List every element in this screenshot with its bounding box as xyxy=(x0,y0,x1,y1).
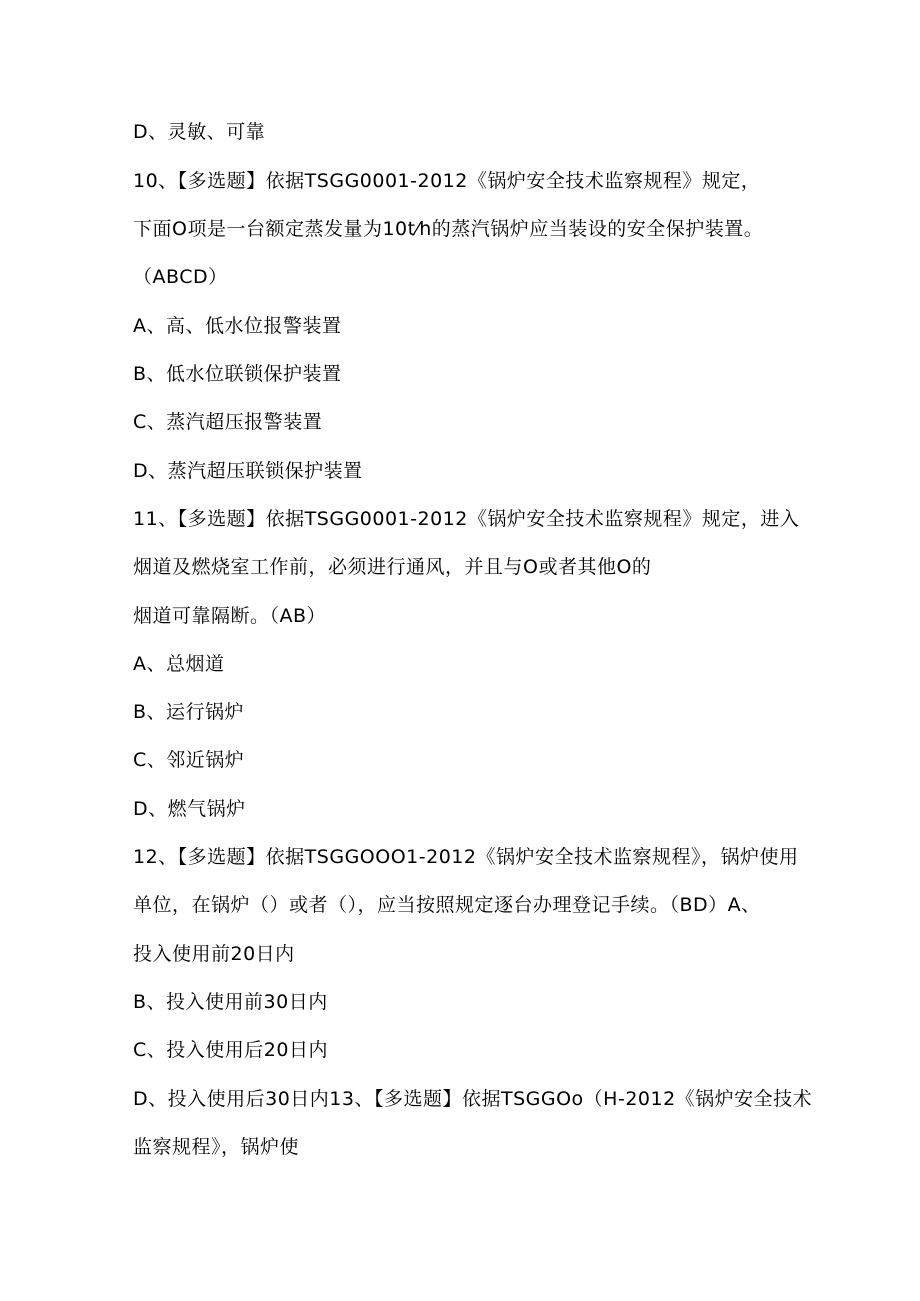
option-11-d: D、燃气锅炉 xyxy=(133,798,246,820)
option-12-d-question-13-line-1: D、投入使用后30日内13、【多选题】依据TSGGOo（H-2012《锅炉安全技术 xyxy=(133,1088,813,1110)
option-10-b: B、低水位联锁保护装置 xyxy=(133,363,342,385)
question-12-line-2: 单位，在锅炉（）或者（），应当按照规定逐台办理登记手续。（BD）A、 xyxy=(133,894,761,916)
option-12-b: B、投入使用前30日内 xyxy=(133,991,328,1013)
option-11-c: C、邻近锅炉 xyxy=(133,749,245,771)
option-9-d: D、灵敏、可靠 xyxy=(133,121,266,143)
question-11-line-3: 烟道可靠隔断。（AB） xyxy=(133,605,327,627)
option-10-d: D、蒸汽超压联锁保护装置 xyxy=(133,460,363,482)
option-10-a: A、高、低水位报警装置 xyxy=(133,315,342,337)
question-12-line-1: 12、【多选题】依据TSGGOOO1-2012《锅炉安全技术监察规程》，锅炉使用 xyxy=(133,846,799,868)
option-12-a: 投入使用前20日内 xyxy=(133,943,295,965)
question-13-line-2: 监察规程》，锅炉使 xyxy=(133,1136,300,1158)
option-11-a: A、总烟道 xyxy=(133,653,225,675)
option-11-b: B、运行锅炉 xyxy=(133,701,245,723)
option-10-c: C、蒸汽超压报警装置 xyxy=(133,411,323,433)
question-10-answer: （ABCD） xyxy=(133,266,228,288)
question-10-line-1: 10、【多选题】依据TSGG0001-2012《锅炉安全技术监察规程》规定， xyxy=(133,170,761,192)
question-11-line-1: 11、【多选题】依据TSGG0001-2012《锅炉安全技术监察规程》规定，进入 xyxy=(133,508,800,530)
question-11-line-2: 烟道及燃烧室工作前，必须进行通风，并且与O或者其他O的 xyxy=(133,556,652,578)
option-12-c: C、投入使用后20日内 xyxy=(133,1039,328,1061)
question-10-line-2: 下面O项是一台额定蒸发量为10t⁄h的蒸汽锅炉应当装设的安全保护装置。 xyxy=(133,218,764,240)
